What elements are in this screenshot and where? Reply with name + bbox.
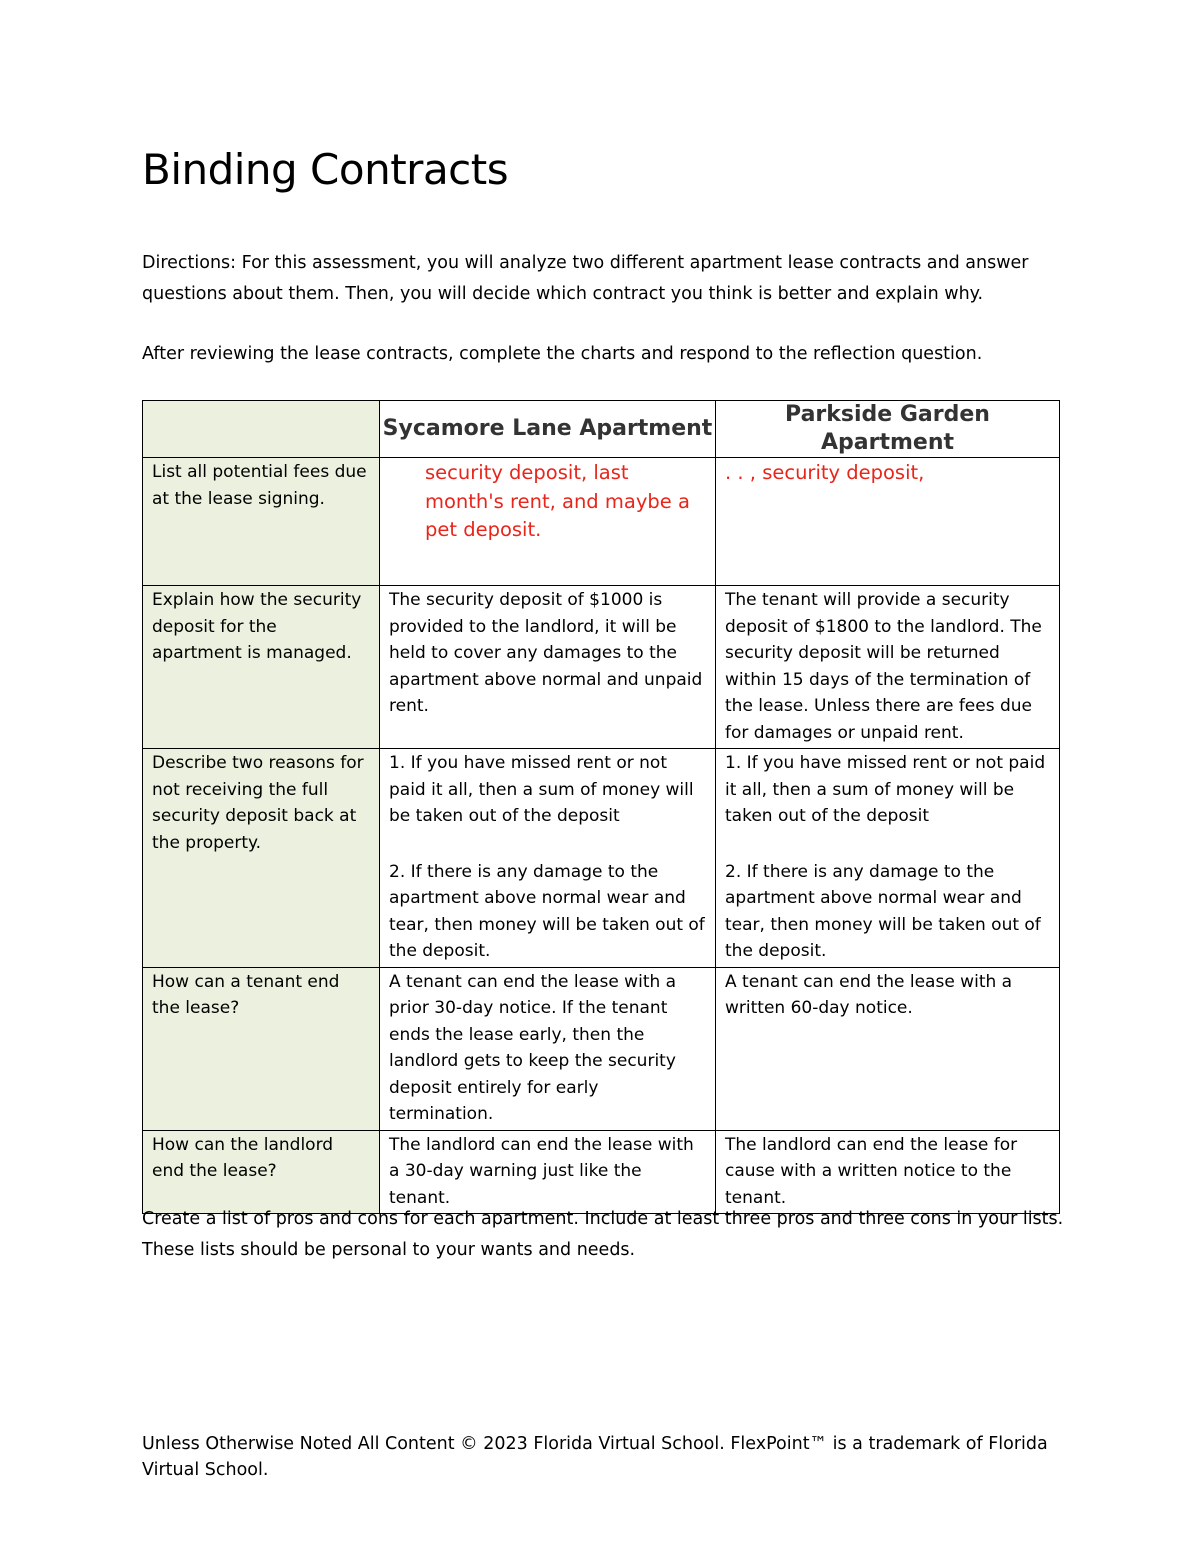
header-blank-cell [143, 401, 380, 458]
answer-cell-parkside [716, 458, 1060, 586]
answer-text: 2. If there is any damage to the apartment above normal wear and tear, then money will be taken out of the deposit. [725, 861, 1041, 961]
table-row [143, 967, 1060, 1130]
question-text: How can the landlord end the lease? [152, 1134, 334, 1181]
question-text: Describe two reasons for not receiving the full security deposit back at the property. [152, 753, 364, 853]
answer-text: The tenant will provide a security deposit of $1800 to the landlord. The security deposit will be returned within 15 days of the termination of the lease. Unless there are fees due for damages or unpaid rent. [725, 590, 1042, 743]
question-text: How can a tenant end the lease? [152, 971, 340, 1018]
answer-cell-parkside [716, 586, 1060, 749]
question-cell [143, 749, 380, 968]
handwritten-answer: security deposit, last month's rent, and maybe a pet deposit. [425, 461, 690, 541]
table-row [143, 586, 1060, 749]
answer-cell-parkside [716, 1130, 1060, 1214]
answer-cell-sycamore [380, 967, 716, 1130]
page-title: Binding Contracts [142, 145, 509, 194]
answer-text: The landlord can end the lease for cause with a written notice to the tenant. [725, 1134, 1018, 1208]
lease-comparison-table [142, 400, 1060, 1214]
question-cell [143, 1130, 380, 1214]
answer-cell-sycamore [380, 749, 716, 968]
question-text: Explain how the security deposit for the apartment is managed. [152, 590, 362, 663]
header-sycamore: Sycamore Lane Apartment [380, 401, 716, 458]
question-cell [143, 586, 380, 749]
answer-cell-parkside [716, 967, 1060, 1130]
answer-text: A tenant can end the lease with a written 60-day notice. [725, 971, 1013, 1018]
answer-text: The landlord can end the lease with a 30-day warning just like the tenant. [389, 1134, 694, 1208]
pros-cons-instructions: Create a list of pros and cons for each apartment. Include at least three pros and three cons in your lists. These lists should be personal to your wants and needs. [142, 1209, 1064, 1260]
answer-cell-sycamore [380, 458, 716, 586]
question-cell [143, 967, 380, 1130]
table-row [143, 458, 1060, 586]
question-text: List all potential fees due at the lease signing. [152, 462, 367, 509]
question-cell [143, 458, 380, 586]
directions-text: Directions: For this assessment, you will analyze two different apartment lease contracts and answer questions about them. Then, you will decide which contract you think is better and explain why. [142, 253, 1029, 304]
answer-text: 2. If there is any damage to the apartment above normal wear and tear, then money will be taken out of the deposit. [389, 861, 705, 961]
table-row [143, 749, 1060, 968]
handwritten-answer: . . , security deposit, [725, 461, 925, 484]
answer-text: The security deposit of $1000 is provided to the landlord, it will be held to cover any damages to the apartment above normal and unpaid rent. [389, 590, 703, 716]
answer-text: 1. If you have missed rent or not paid it all, then a sum of money will be taken out of the deposit [725, 753, 1046, 826]
instructions-text: After reviewing the lease contracts, complete the charts and respond to the reflection question. [142, 344, 983, 364]
answer-text: A tenant can end the lease with a prior 30-day notice. If the tenant ends the lease early, then the landlord gets to keep the security deposit entirely for early termination. [389, 971, 677, 1124]
answer-cell-sycamore [380, 1130, 716, 1214]
table-row [143, 1130, 1060, 1214]
answer-text: 1. If you have missed rent or not paid it all, then a sum of money will be taken out of the deposit [389, 753, 694, 826]
table-header-row [143, 401, 1060, 458]
header-parkside: Parkside Garden Apartment [716, 401, 1060, 458]
copyright-footer: Unless Otherwise Noted All Content © 2023 Florida Virtual School. FlexPoint™ is a trademark of Florida Virtual School. [142, 1434, 1048, 1480]
answer-cell-parkside [716, 749, 1060, 968]
answer-cell-sycamore [380, 586, 716, 749]
